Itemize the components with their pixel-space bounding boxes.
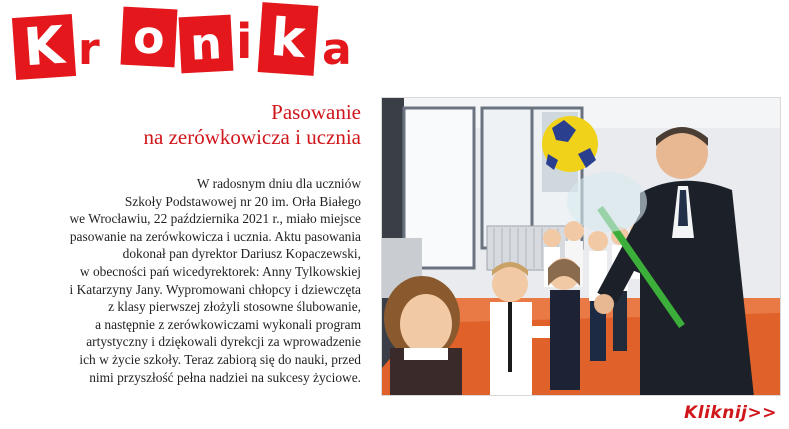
logo-letter-n: n (179, 15, 234, 74)
photo-scene (382, 98, 781, 396)
body-line: Szkoły Podstawowej nr 20 im. Orła Białego (124, 193, 361, 209)
body-line: i Katarzyny Jany. Wypromowani chłopcy i dziewczęta (69, 281, 361, 297)
logo-letter-o: o (121, 7, 178, 68)
body-line: W radosnym dniu dla uczniów (196, 176, 361, 191)
body-line: artystyczny i dziękowali dyrekcji za wprowadzenie (86, 334, 361, 350)
article-body (1, 175, 361, 386)
title-line-1: Pasowanie (271, 100, 361, 124)
logo-letter-i: i (236, 14, 253, 70)
logo-letter-r: r (78, 24, 100, 75)
article-title (61, 100, 361, 150)
body-line: nimi przyszłość pełna nadziei na sukcesy życiowe. (89, 369, 361, 385)
body-line: ich w życie szkoły. Teraz zabiorą się do nauki, przed (79, 351, 361, 367)
body-line: a następnie z zerówkowiczami wykonali program (95, 316, 361, 332)
body-line: z klasy pierwszej złożyli stosowne ślubowanie, (108, 299, 361, 315)
logo-letter-k2: k (258, 2, 319, 76)
kronika-logo (8, 2, 368, 80)
body-line: we Wrocławiu, 22 października 2021 r., miało miejsce (69, 211, 361, 227)
body-line: w obecności pań wicedyrektorek: Anny Tylkowskiej (79, 263, 361, 279)
logo-letter-k: K (12, 14, 76, 80)
logo-letter-a: a (322, 24, 352, 75)
body-line: pasowanie na zerówkowicza i ucznia. Aktu pasowania (69, 228, 361, 244)
body-line: dokonał pan dyrektor Dariusz Kopaczewski, (122, 246, 361, 262)
title-line-2: na zerówkowicza i ucznia (143, 125, 361, 149)
read-more-link[interactable]: Kliknij>> (684, 403, 777, 423)
event-photo[interactable] (381, 97, 781, 396)
